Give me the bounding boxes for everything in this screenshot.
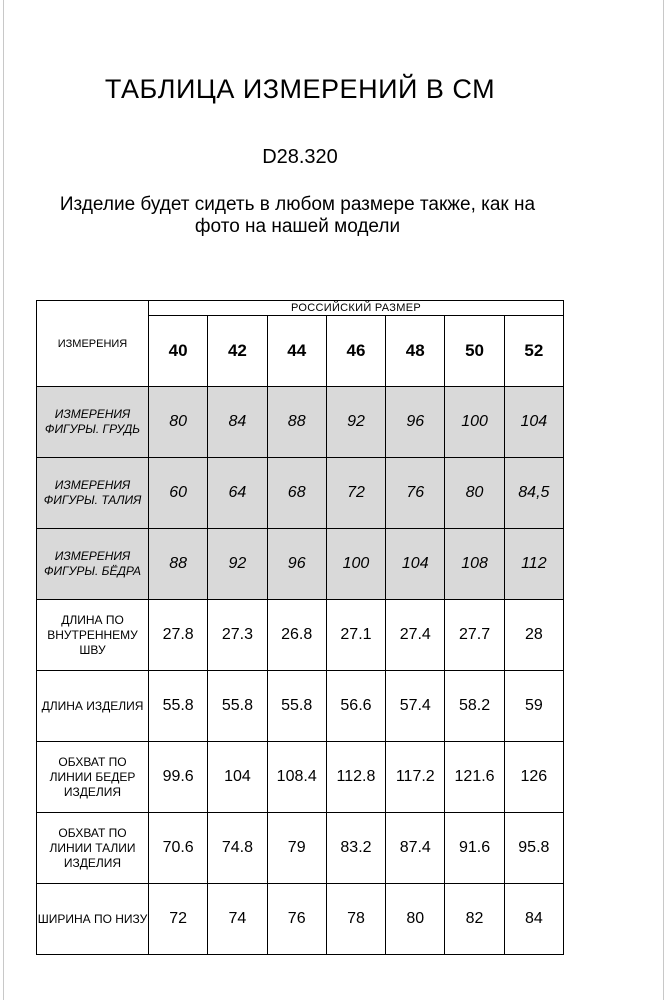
table-cell: 55.8 xyxy=(149,671,208,742)
table-row xyxy=(37,600,564,671)
table-cell: 117.2 xyxy=(386,742,445,813)
page-border-right xyxy=(663,0,664,1000)
table-row xyxy=(37,529,564,600)
table-cell: 70.6 xyxy=(149,813,208,884)
table-cell: 27.7 xyxy=(445,600,504,671)
article-code: D28.320 xyxy=(262,146,338,168)
table-row xyxy=(37,387,564,458)
table-cell: 72 xyxy=(149,884,208,955)
row-label: ШИРИНА ПО НИЗУ xyxy=(37,884,149,955)
row-label: ОБХВАТ ПО ЛИНИИ БЕДЕР ИЗДЕЛИЯ xyxy=(37,742,149,813)
table-cell: 100 xyxy=(445,387,504,458)
table-cell: 99.6 xyxy=(149,742,208,813)
table-row xyxy=(37,742,564,813)
size-header-40: 40 xyxy=(149,316,208,387)
table-cell: 126 xyxy=(504,742,563,813)
table-cell: 104 xyxy=(386,529,445,600)
fit-note: Изделие будет сидеть в любом размере также, как на фото на нашей модели xyxy=(59,194,536,237)
row-label: ДЛИНА ИЗДЕЛИЯ xyxy=(37,671,149,742)
table-cell: 28 xyxy=(504,600,563,671)
table-cell: 88 xyxy=(267,387,326,458)
size-table xyxy=(36,300,564,955)
row-label: ДЛИНА ПО ВНУТРЕННЕМУ ШВУ xyxy=(37,600,149,671)
table-cell: 57.4 xyxy=(386,671,445,742)
russian-size-header: РОССИЙСКИЙ РАЗМЕР xyxy=(149,301,564,316)
table-cell: 26.8 xyxy=(267,600,326,671)
table-cell: 91.6 xyxy=(445,813,504,884)
table-cell: 27.1 xyxy=(326,600,385,671)
table-cell: 74 xyxy=(208,884,267,955)
size-header-48: 48 xyxy=(386,316,445,387)
table-cell: 84,5 xyxy=(504,458,563,529)
table-header-group-row xyxy=(37,301,564,316)
row-label: ИЗМЕРЕНИЯ ФИГУРЫ. БЁДРА xyxy=(37,529,149,600)
row-label: ОБХВАТ ПО ЛИНИИ ТАЛИИ ИЗДЕЛИЯ xyxy=(37,813,149,884)
table-row xyxy=(37,671,564,742)
table-cell: 96 xyxy=(386,387,445,458)
table-cell: 96 xyxy=(267,529,326,600)
table-cell: 68 xyxy=(267,458,326,529)
table-cell: 78 xyxy=(326,884,385,955)
table-cell: 82 xyxy=(445,884,504,955)
table-cell: 88 xyxy=(149,529,208,600)
table-cell: 121.6 xyxy=(445,742,504,813)
table-cell: 59 xyxy=(504,671,563,742)
table-cell: 92 xyxy=(208,529,267,600)
table-cell: 95.8 xyxy=(504,813,563,884)
table-cell: 64 xyxy=(208,458,267,529)
table-cell: 80 xyxy=(386,884,445,955)
size-header-50: 50 xyxy=(445,316,504,387)
table-cell: 55.8 xyxy=(208,671,267,742)
size-header-52: 52 xyxy=(504,316,563,387)
table-cell: 108 xyxy=(445,529,504,600)
page-title: ТАБЛИЦА ИЗМЕРЕНИЙ В СМ xyxy=(104,74,496,104)
table-cell: 55.8 xyxy=(267,671,326,742)
table-cell: 100 xyxy=(326,529,385,600)
table-cell: 108.4 xyxy=(267,742,326,813)
table-cell: 27.8 xyxy=(149,600,208,671)
table-cell: 60 xyxy=(149,458,208,529)
table-cell: 80 xyxy=(149,387,208,458)
table-cell: 27.4 xyxy=(386,600,445,671)
table-cell: 92 xyxy=(326,387,385,458)
table-cell: 112.8 xyxy=(326,742,385,813)
table-row xyxy=(37,884,564,955)
table-cell: 87.4 xyxy=(386,813,445,884)
table-cell: 80 xyxy=(445,458,504,529)
row-label: ИЗМЕРЕНИЯ ФИГУРЫ. ГРУДЬ xyxy=(37,387,149,458)
table-row xyxy=(37,458,564,529)
table-cell: 84 xyxy=(504,884,563,955)
table-cell: 72 xyxy=(326,458,385,529)
row-label: ИЗМЕРЕНИЯ ФИГУРЫ. ТАЛИЯ xyxy=(37,458,149,529)
table-cell: 56.6 xyxy=(326,671,385,742)
table-row xyxy=(37,813,564,884)
table-cell: 74.8 xyxy=(208,813,267,884)
table-cell: 76 xyxy=(386,458,445,529)
table-cell: 76 xyxy=(267,884,326,955)
table-cell: 84 xyxy=(208,387,267,458)
size-header-44: 44 xyxy=(267,316,326,387)
table-cell: 58.2 xyxy=(445,671,504,742)
table-cell: 79 xyxy=(267,813,326,884)
size-header-42: 42 xyxy=(208,316,267,387)
table-cell: 83.2 xyxy=(326,813,385,884)
table-cell: 112 xyxy=(504,529,563,600)
size-header-46: 46 xyxy=(326,316,385,387)
table-cell: 27.3 xyxy=(208,600,267,671)
measurements-header: ИЗМЕРЕНИЯ xyxy=(37,301,149,387)
table-cell: 104 xyxy=(504,387,563,458)
table-cell: 104 xyxy=(208,742,267,813)
